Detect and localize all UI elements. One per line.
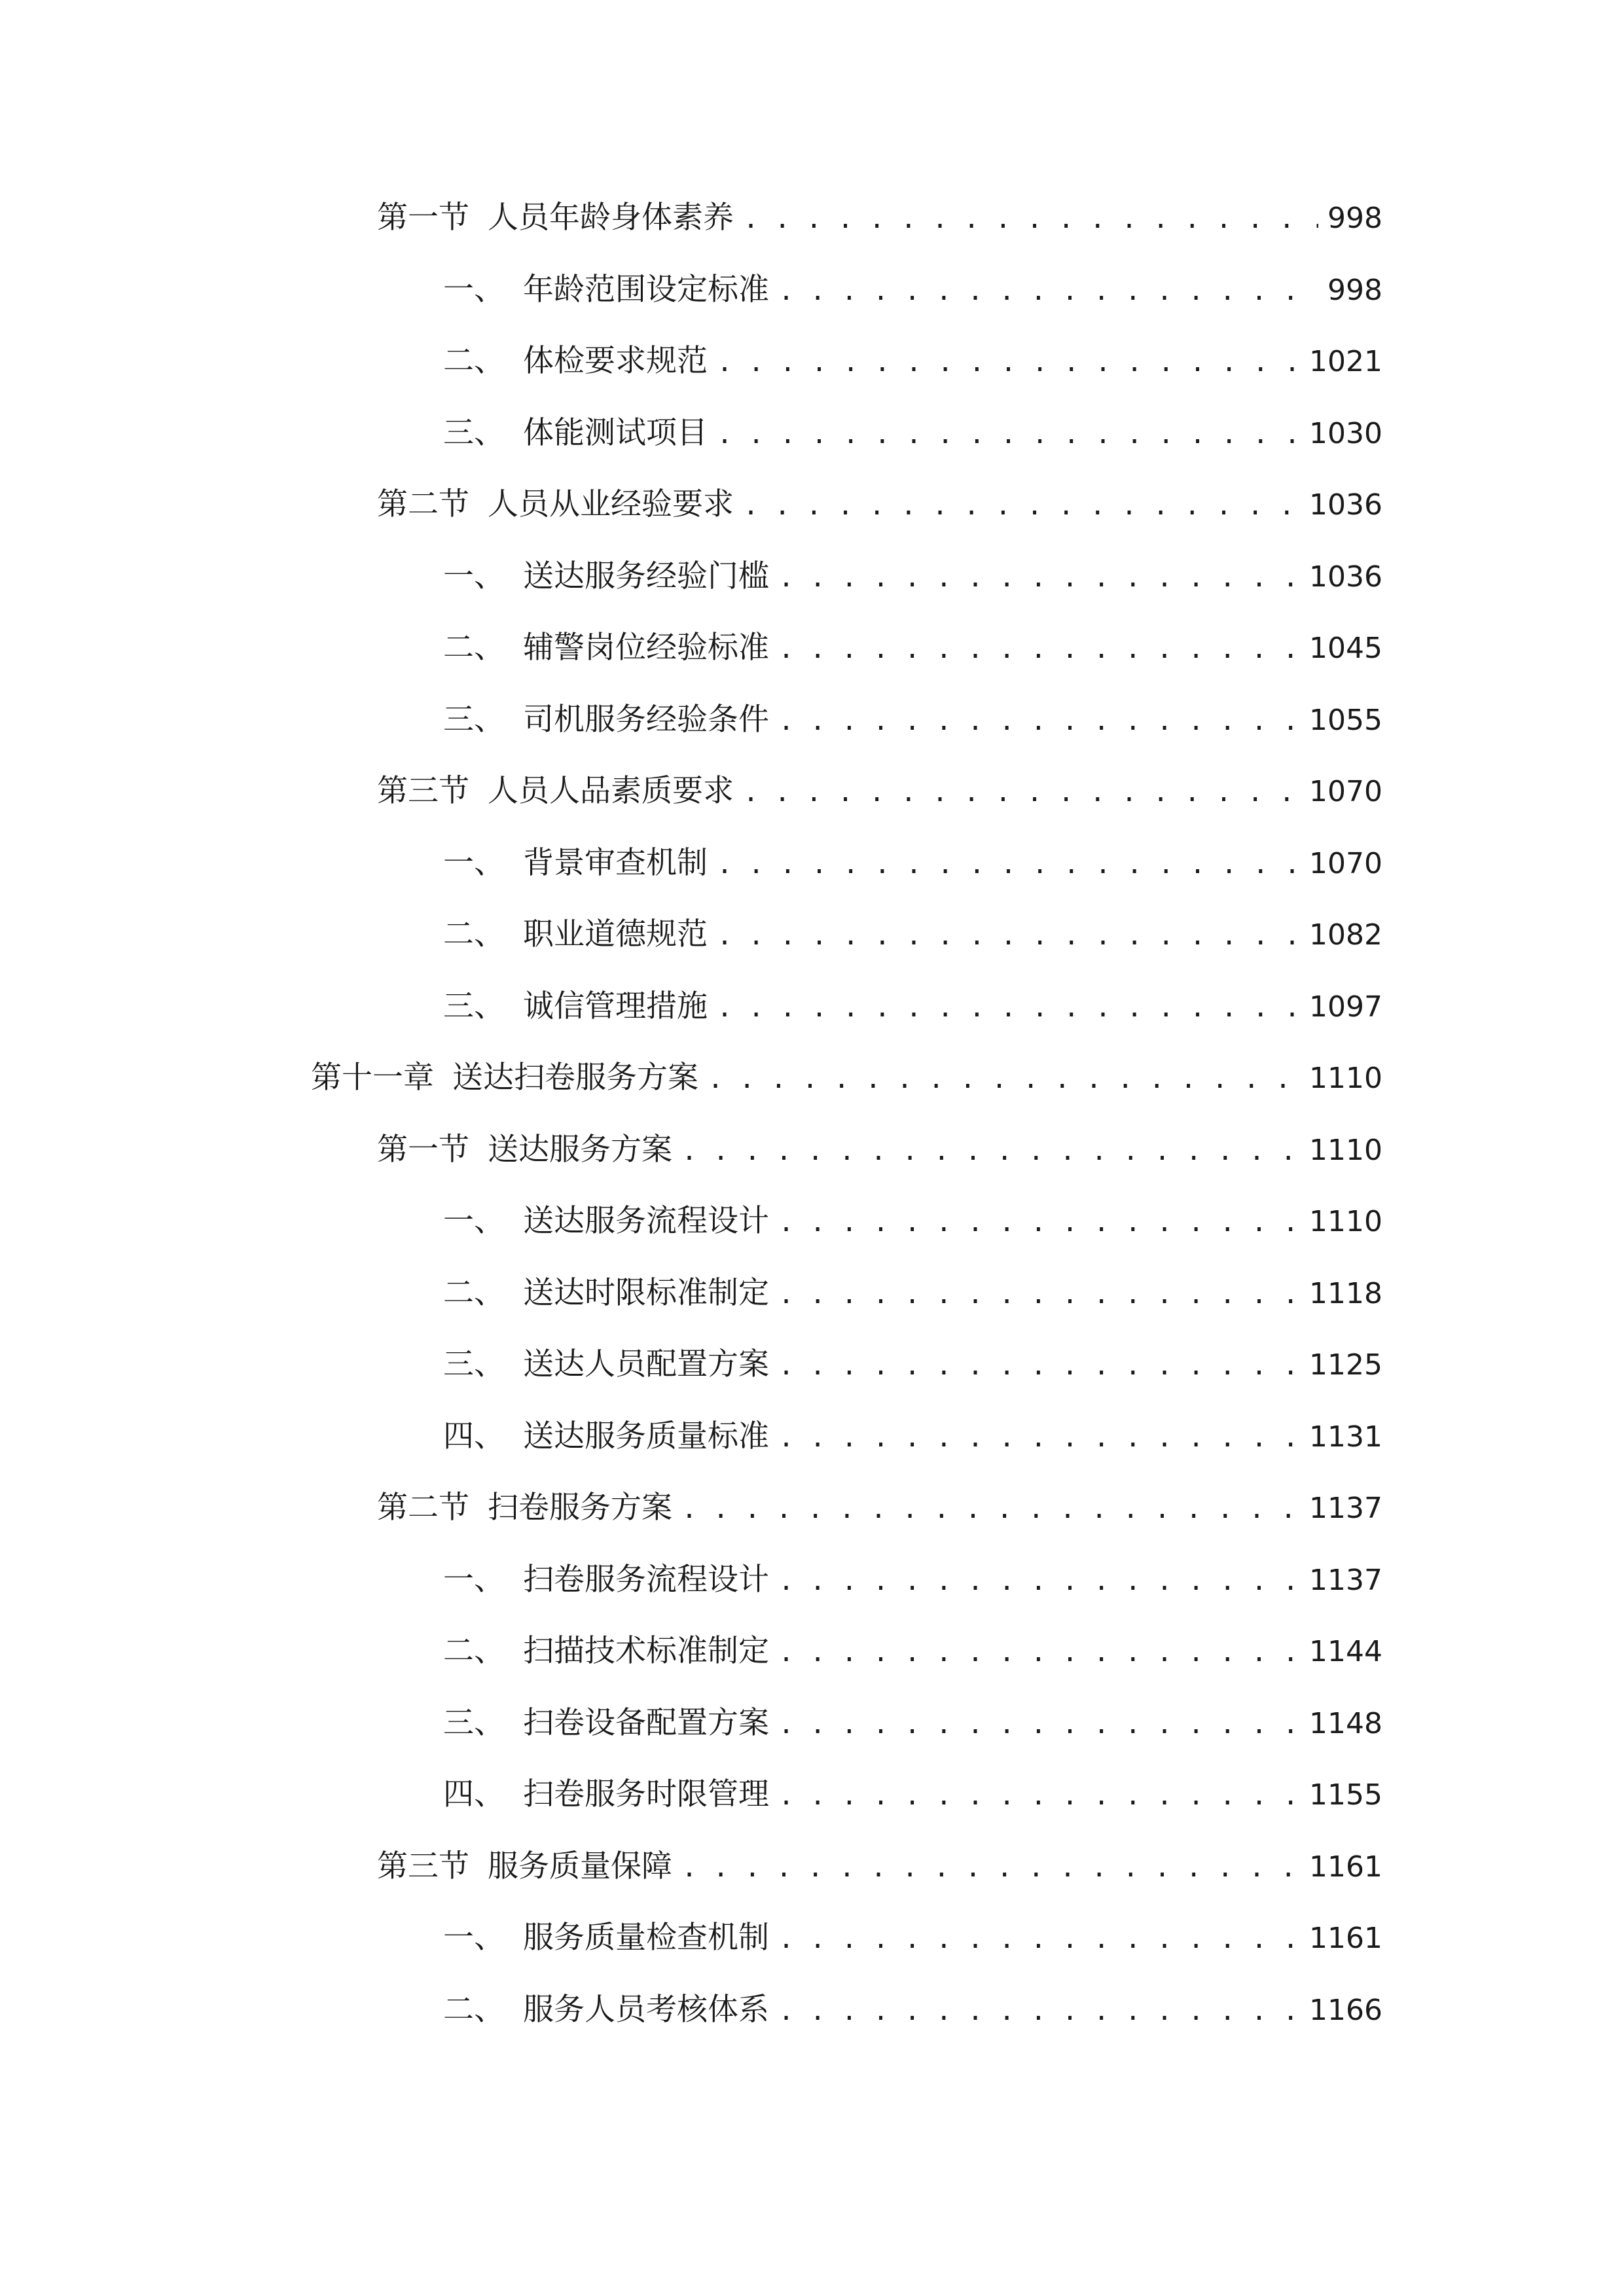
toc-entry[interactable] — [0, 1055, 1382, 1101]
toc-entry[interactable] — [0, 1987, 1382, 2033]
toc-entry-title: 服务质量检查机制 — [523, 1920, 769, 1956]
toc-entry-title: 服务人员考核体系 — [523, 1992, 769, 2028]
toc-entry-title: 送达服务流程设计 — [523, 1203, 769, 1239]
toc-entry-page-number: 1137 — [1309, 1492, 1382, 1525]
dot-leader — [778, 626, 1300, 672]
toc-entry[interactable] — [0, 697, 1382, 743]
dot-leader — [778, 1916, 1300, 1962]
dot-leader — [717, 913, 1300, 959]
toc-entry-page-number: 1045 — [1309, 632, 1382, 665]
toc-entry-number: 一、 — [443, 1203, 505, 1239]
toc-entry[interactable] — [0, 1485, 1382, 1531]
toc-entry[interactable] — [0, 1772, 1382, 1818]
toc-entry-title: 服务质量保障 — [488, 1848, 672, 1884]
toc-entry-page-number: 1097 — [1309, 990, 1382, 1024]
toc-entry-title: 人员年龄身体素养 — [488, 200, 734, 236]
toc-entry-page-number: 1137 — [1309, 1564, 1382, 1597]
toc-entry-title: 年龄范围设定标准 — [523, 272, 769, 308]
dot-leader — [717, 412, 1300, 457]
toc-entry-page-number: 1110 — [1309, 1134, 1382, 1167]
toc-entry-page-number: 998 — [1327, 202, 1382, 235]
toc-entry-title: 司机服务经验条件 — [523, 702, 769, 738]
dot-leader — [681, 1486, 1300, 1532]
toc-entry-page-number: 1110 — [1309, 1205, 1382, 1238]
toc-entry-title: 送达服务方案 — [488, 1132, 672, 1168]
toc-entry-page-number: 1148 — [1309, 1707, 1382, 1740]
toc-entry-number: 第二节 — [377, 1490, 469, 1526]
toc-entry-title: 送达人员配置方案 — [523, 1346, 769, 1382]
toc-entry[interactable] — [0, 1414, 1382, 1460]
toc-entry-title: 送达服务质量标准 — [523, 1418, 769, 1454]
toc-entry-page-number: 1161 — [1309, 1922, 1382, 1955]
dot-leader — [778, 1200, 1300, 1246]
dot-leader — [681, 1128, 1300, 1174]
dot-leader — [778, 1988, 1300, 2034]
toc-entry-title: 人员从业经验要求 — [488, 486, 734, 522]
toc-entry-number: 二、 — [443, 1275, 505, 1311]
toc-entry[interactable] — [0, 410, 1382, 456]
dot-leader — [743, 483, 1300, 529]
dot-leader — [778, 1415, 1300, 1461]
toc-entry-number: 第十一章 — [311, 1060, 434, 1096]
dot-leader — [778, 1773, 1300, 1819]
toc-entry-number: 二、 — [443, 1992, 505, 2028]
toc-entry-page-number: 1036 — [1309, 488, 1382, 522]
toc-entry[interactable] — [0, 625, 1382, 671]
toc-entry-title: 送达时限标准制定 — [523, 1275, 769, 1311]
toc-entry-page-number: 1110 — [1309, 1062, 1382, 1095]
toc-entry-number: 三、 — [443, 988, 505, 1024]
toc-entry[interactable] — [0, 768, 1382, 814]
toc-entry-title: 职业道德规范 — [523, 916, 708, 952]
dot-leader — [778, 1702, 1300, 1748]
toc-entry-number: 第一节 — [377, 1132, 469, 1168]
toc-entry-page-number: 1118 — [1309, 1277, 1382, 1310]
toc-entry-page-number: 1036 — [1309, 560, 1382, 594]
toc-entry[interactable] — [0, 1270, 1382, 1316]
toc-entry-page-number: 1166 — [1309, 1994, 1382, 2027]
toc-entry-number: 第一节 — [377, 200, 469, 236]
toc-entry[interactable] — [0, 1628, 1382, 1674]
toc-entry[interactable] — [0, 1342, 1382, 1388]
toc-entry-number: 三、 — [443, 415, 505, 451]
dot-leader — [778, 555, 1300, 601]
dot-leader — [717, 842, 1300, 888]
toc-entry-number: 二、 — [443, 1633, 505, 1669]
toc-entry[interactable] — [0, 482, 1382, 528]
dot-leader — [743, 196, 1318, 242]
dot-leader — [681, 1845, 1300, 1891]
toc-entry-title: 扫卷设备配置方案 — [523, 1705, 769, 1741]
toc-entry-number: 三、 — [443, 1705, 505, 1741]
dot-leader — [743, 770, 1300, 816]
toc-entry[interactable] — [0, 195, 1382, 241]
toc-entry-number: 三、 — [443, 702, 505, 738]
toc-entry-page-number: 1155 — [1309, 1778, 1382, 1812]
toc-entry[interactable] — [0, 1700, 1382, 1746]
dot-leader — [717, 985, 1300, 1031]
toc-entry-title: 体能测试项目 — [523, 415, 708, 451]
toc-entry[interactable] — [0, 267, 1382, 313]
toc-entry[interactable] — [0, 1127, 1382, 1173]
toc-entry-title: 扫描技术标准制定 — [523, 1633, 769, 1669]
toc-entry-number: 一、 — [443, 1562, 505, 1598]
toc-entry-page-number: 1055 — [1309, 704, 1382, 737]
toc-entry-number: 第三节 — [377, 773, 469, 809]
toc-entry[interactable] — [0, 1198, 1382, 1244]
dot-leader — [778, 1558, 1300, 1604]
dot-leader — [778, 1343, 1300, 1389]
toc-entry-number: 二、 — [443, 343, 505, 379]
dot-leader — [778, 1630, 1300, 1676]
dot-leader — [778, 1272, 1300, 1318]
toc-entry-number: 二、 — [443, 630, 505, 666]
toc-entry-number: 第二节 — [377, 486, 469, 522]
toc-entry-page-number: 1161 — [1309, 1850, 1382, 1884]
toc-entry-page-number: 1125 — [1309, 1348, 1382, 1382]
toc-entry-page-number: 1144 — [1309, 1635, 1382, 1668]
toc-entry-title: 扫卷服务方案 — [488, 1490, 672, 1526]
toc-entry[interactable] — [0, 840, 1382, 886]
toc-entry-number: 四、 — [443, 1418, 505, 1454]
toc-entry-number: 三、 — [443, 1346, 505, 1382]
dot-leader — [717, 340, 1300, 386]
toc-entry-title: 送达扫卷服务方案 — [452, 1060, 698, 1096]
toc-entry[interactable] — [0, 1915, 1382, 1961]
toc-entry[interactable] — [0, 1557, 1382, 1603]
toc-entry-title: 扫卷服务时限管理 — [523, 1776, 769, 1812]
toc-entry-title: 诚信管理措施 — [523, 988, 708, 1024]
toc-entry-title: 送达服务经验门槛 — [523, 558, 769, 594]
toc-entry-title: 辅警岗位经验标准 — [523, 630, 769, 666]
toc-entry-page-number: 1082 — [1309, 918, 1382, 952]
toc-entry-page-number: 1070 — [1309, 847, 1382, 880]
toc-entry-number: 一、 — [443, 272, 505, 308]
toc-entry-page-number: 1021 — [1309, 345, 1382, 378]
dot-leader — [708, 1056, 1300, 1102]
toc-entry-number: 一、 — [443, 1920, 505, 1956]
toc-entry[interactable] — [0, 554, 1382, 600]
toc-entry-title: 扫卷服务流程设计 — [523, 1562, 769, 1598]
toc-entry-page-number: 1131 — [1309, 1420, 1382, 1454]
toc-entry[interactable] — [0, 1844, 1382, 1890]
dot-leader — [778, 268, 1318, 314]
toc-entry-number: 一、 — [443, 845, 505, 881]
toc-entry[interactable] — [0, 984, 1382, 1030]
toc-entry-number: 二、 — [443, 916, 505, 952]
toc-entry-page-number: 1070 — [1309, 775, 1382, 808]
toc-entry[interactable] — [0, 912, 1382, 958]
toc-entry-number: 四、 — [443, 1776, 505, 1812]
toc-entry-title: 体检要求规范 — [523, 343, 708, 379]
toc-entry-title: 人员人品素质要求 — [488, 773, 734, 809]
dot-leader — [778, 698, 1300, 744]
toc-entry-title: 背景审查机制 — [523, 845, 708, 881]
toc-entry-page-number: 1030 — [1309, 417, 1382, 450]
toc-entry-number: 一、 — [443, 558, 505, 594]
toc-entry[interactable] — [0, 338, 1382, 384]
toc-entry-page-number: 998 — [1327, 274, 1382, 307]
toc-entry-number: 第三节 — [377, 1848, 469, 1884]
